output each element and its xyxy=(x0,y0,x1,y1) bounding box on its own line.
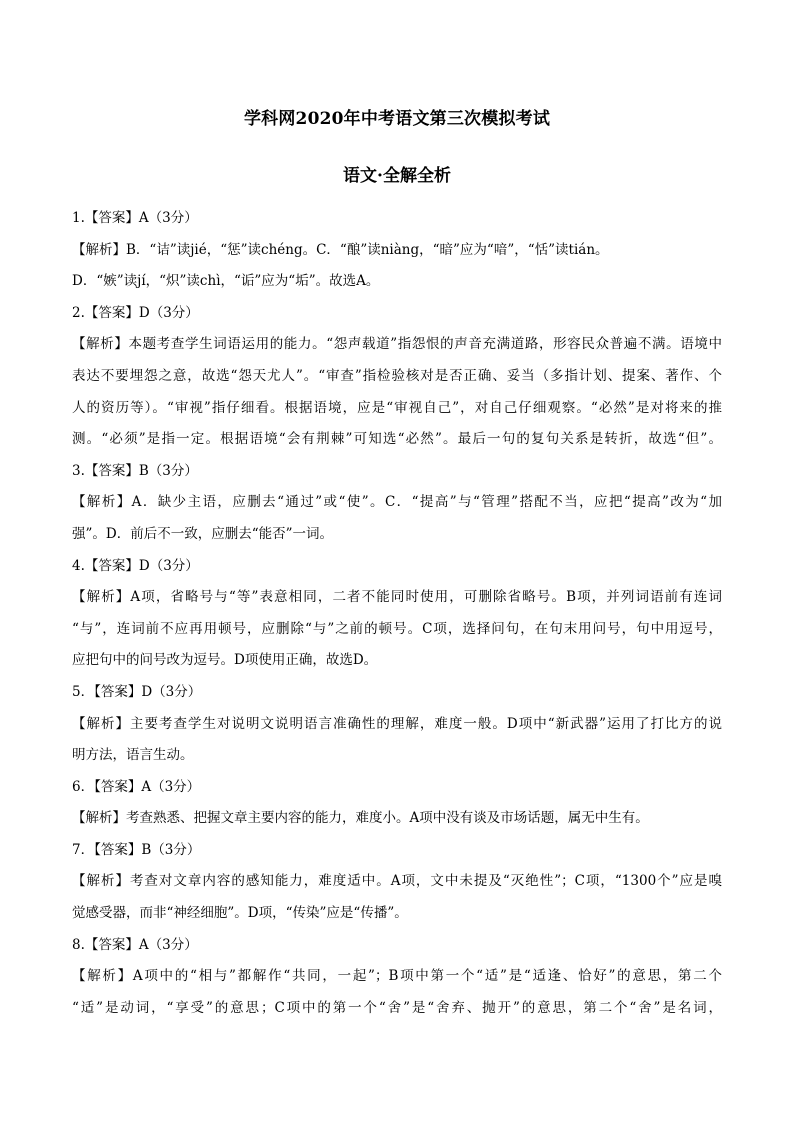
analysis-3-line-2: 强”。D．前后不一致，应删去“能否”一词。 xyxy=(72,525,334,542)
answer-5-heading: 5．【答案】D（3分） xyxy=(72,683,202,700)
analysis-4-line-1: 【解析】A项，省略号与“等”表意相同，二者不能同时使用，可删除省略号。B项，并列词语前有连词 xyxy=(72,589,722,606)
analysis-4-line-2: “与”，连词前不应再用顿号，应删除“与”之前的顿号。C项，选择问句，在句末用问号，句中用逗号， xyxy=(72,620,722,637)
answer-6-heading: 6．【答案】A（3分） xyxy=(72,778,201,795)
analysis-5-line-2: 明方法，语言生动。 xyxy=(72,747,194,764)
analysis-3-line-1: 【解析】A．缺少主语，应删去“通过”或“使”。C．“提高”与“管理”搭配不当，应把“提高”改为“加 xyxy=(72,494,722,511)
answer-7-heading: 7．【答案】B（3分） xyxy=(72,841,201,858)
answer-8-heading: 8.【答案】A（3分） xyxy=(72,936,198,953)
analysis-1-line-1: 【解析】B．“诘”读jié，“惩”读chéng。C．“酿”读niàng，“暗”应为“喑”，“恬”读tián。 xyxy=(72,241,609,258)
document-body xyxy=(72,203,722,1024)
document-subtitle: 语文·全解全析 xyxy=(343,166,451,186)
analysis-2-line-4: 测。“必须”是指一定。根据语境“会有荆棘”可知选“必然”。最后一句的复句关系是转折，故选“但”。 xyxy=(72,431,722,448)
analysis-7-line-1: 【解析】考查对文章内容的感知能力，难度适中。A项，文中未提及“灭绝性”；C项，“1300个”应是嗅 xyxy=(72,873,722,890)
analysis-2-line-2: 表达不要埋怨之意，故选“怨天尤人”。“审查”指检验核对是否正确、妥当（多指计划、提案、著作、个 xyxy=(72,367,722,384)
analysis-2-line-3: 人的资历等）。“审视”指仔细看。根据语境，应是“审视自己”，对自己仔细观察。“必然”是对将来的推 xyxy=(72,399,722,416)
answer-2-heading: 2.【答案】D（3分） xyxy=(72,304,199,321)
analysis-1-line-2: D．“嫉”读jí，“炽”读chì，“诟”应为“垢”。故选A。 xyxy=(72,273,380,290)
analysis-2-line-1: 【解析】本题考查学生词语运用的能力。“怨声载道”指怨恨的声音充满道路，形容民众普遍不满。语境中 xyxy=(72,336,722,353)
analysis-7-line-2: 觉感受器，而非“神经细胞”。D项，“传染”应是“传播”。 xyxy=(72,905,408,922)
analysis-4-line-3: 应把句中的问号改为逗号。D项使用正确，故选D。 xyxy=(72,652,378,669)
document-title: 学科网2020年中考语文第三次模拟考试 xyxy=(243,109,551,129)
analysis-8-line-2: “适”是动词，“享受”的意思；C项中的第一个“舍”是“舍弃、抛开”的意思，第二个“舍”是名词， xyxy=(72,999,722,1016)
answer-4-heading: 4.【答案】D（3分） xyxy=(72,557,199,574)
answer-1-heading: 1.【答案】A（3分） xyxy=(72,210,198,226)
analysis-6-line-1: 【解析】考查熟悉、把握文章主要内容的能力，难度小。A项中没有谈及市场话题，属无中生有。 xyxy=(72,810,649,827)
answer-3-heading: 3.【答案】B（3分） xyxy=(72,462,198,479)
analysis-5-line-1: 【解析】主要考查学生对说明文说明语言准确性的理解，难度一般。D项中“新武器”运用了打比方的说 xyxy=(72,715,722,732)
analysis-8-line-1: 【解析】A项中的“相与”都解作“共同，一起”；B项中第一个“适”是“适逢、恰好”的意思，第二个 xyxy=(72,968,722,985)
